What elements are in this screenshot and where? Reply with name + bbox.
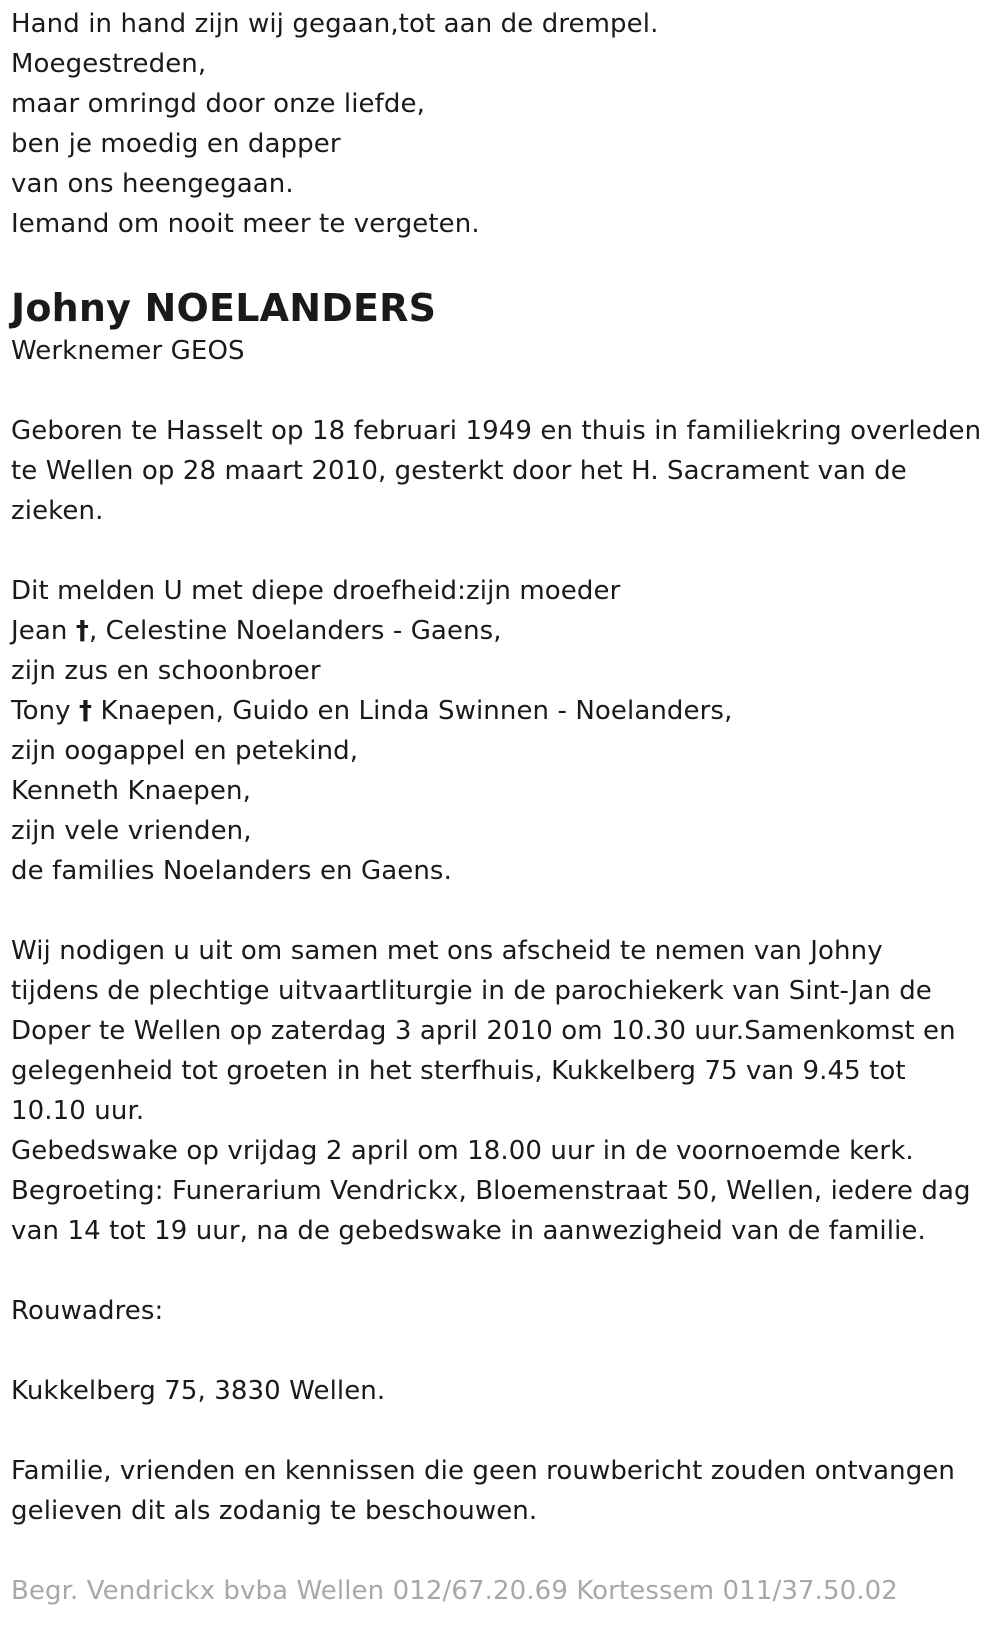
paragraph-line: zieken. — [11, 496, 104, 526]
family-name-text: Knaepen, Guido en Linda Swinnen - Noelanders, — [92, 696, 733, 726]
paragraph-line: gelieven dit als zodanig te beschouwen. — [11, 1496, 538, 1526]
family-paragraph — [11, 571, 996, 891]
notice-paragraph — [11, 1451, 996, 1531]
obituary-document — [11, 0, 996, 1611]
spacer — [11, 1331, 996, 1371]
birth-death-paragraph — [11, 411, 996, 531]
paragraph-line: tijdens de plechtige uitvaartliturgie in de parochiekerk van Sint-Jan de — [11, 976, 932, 1006]
paragraph-line — [11, 611, 996, 651]
paragraph-line — [11, 691, 996, 731]
cross-icon: † — [79, 696, 93, 726]
paragraph-line: zijn zus en schoonbroer — [11, 656, 321, 686]
paragraph-line: Gebedswake op vrijdag 2 april om 18.00 uur in de voornoemde kerk. — [11, 1136, 914, 1166]
spacer — [11, 891, 996, 931]
paragraph-line: de families Noelanders en Gaens. — [11, 856, 452, 886]
poem-line: Hand in hand zijn wij gegaan,tot aan de drempel. — [11, 9, 659, 39]
spacer — [11, 1531, 996, 1571]
cross-icon: † — [75, 616, 89, 646]
paragraph-line: Dit melden U met diepe droefheid:zijn moeder — [11, 576, 621, 606]
family-name-text: Tony — [11, 696, 80, 726]
paragraph-line: 10.10 uur. — [11, 1096, 145, 1126]
spacer — [11, 1411, 996, 1451]
ceremony-paragraph — [11, 931, 996, 1251]
address-label: Rouwadres: — [11, 1296, 164, 1326]
paragraph-line: zijn vele vrienden, — [11, 816, 252, 846]
paragraph-line: Geboren te Hasselt op 18 februari 1949 en thuis in familiekring overleden — [11, 416, 982, 446]
address: Kukkelberg 75, 3830 Wellen. — [11, 1376, 386, 1406]
poem — [11, 4, 996, 244]
deceased-name: Johny NOELANDERS — [11, 286, 437, 330]
paragraph-line: Kenneth Knaepen, — [11, 776, 251, 806]
paragraph-line: Familie, vrienden en kennissen die geen rouwbericht zouden ontvangen — [11, 1456, 955, 1486]
spacer — [11, 371, 996, 411]
family-name-text: , Celestine Noelanders - Gaens, — [88, 616, 502, 646]
family-name-text: Jean — [11, 616, 76, 646]
paragraph-line: Wij nodigen u uit om samen met ons afscheid te nemen van Johny — [11, 936, 883, 966]
poem-line: maar omringd door onze liefde, — [11, 89, 425, 119]
poem-line: van ons heengegaan. — [11, 169, 294, 199]
paragraph-line: Begroeting: Funerarium Vendrickx, Bloemenstraat 50, Wellen, iedere dag — [11, 1176, 971, 1206]
paragraph-line: zijn oogappel en petekind, — [11, 736, 359, 766]
occupation: Werknemer GEOS — [11, 336, 245, 366]
poem-line: Moegestreden, — [11, 49, 207, 79]
spacer — [11, 531, 996, 571]
paragraph-line: te Wellen op 28 maart 2010, gesterkt door het H. Sacrament van de — [11, 456, 907, 486]
paragraph-line: van 14 tot 19 uur, na de gebedswake in aanwezigheid van de familie. — [11, 1216, 926, 1246]
funeral-home-footer: Begr. Vendrickx bvba Wellen 012/67.20.69 Kortessem 011/37.50.02 — [11, 1576, 898, 1606]
poem-line: Iemand om nooit meer te vergeten. — [11, 209, 480, 239]
poem-line: ben je moedig en dapper — [11, 129, 341, 159]
paragraph-line: Doper te Wellen op zaterdag 3 april 2010 om 10.30 uur.Samenkomst en — [11, 1016, 956, 1046]
paragraph-line: gelegenheid tot groeten in het sterfhuis, Kukkelberg 75 van 9.45 tot — [11, 1056, 906, 1086]
spacer — [11, 1251, 996, 1291]
